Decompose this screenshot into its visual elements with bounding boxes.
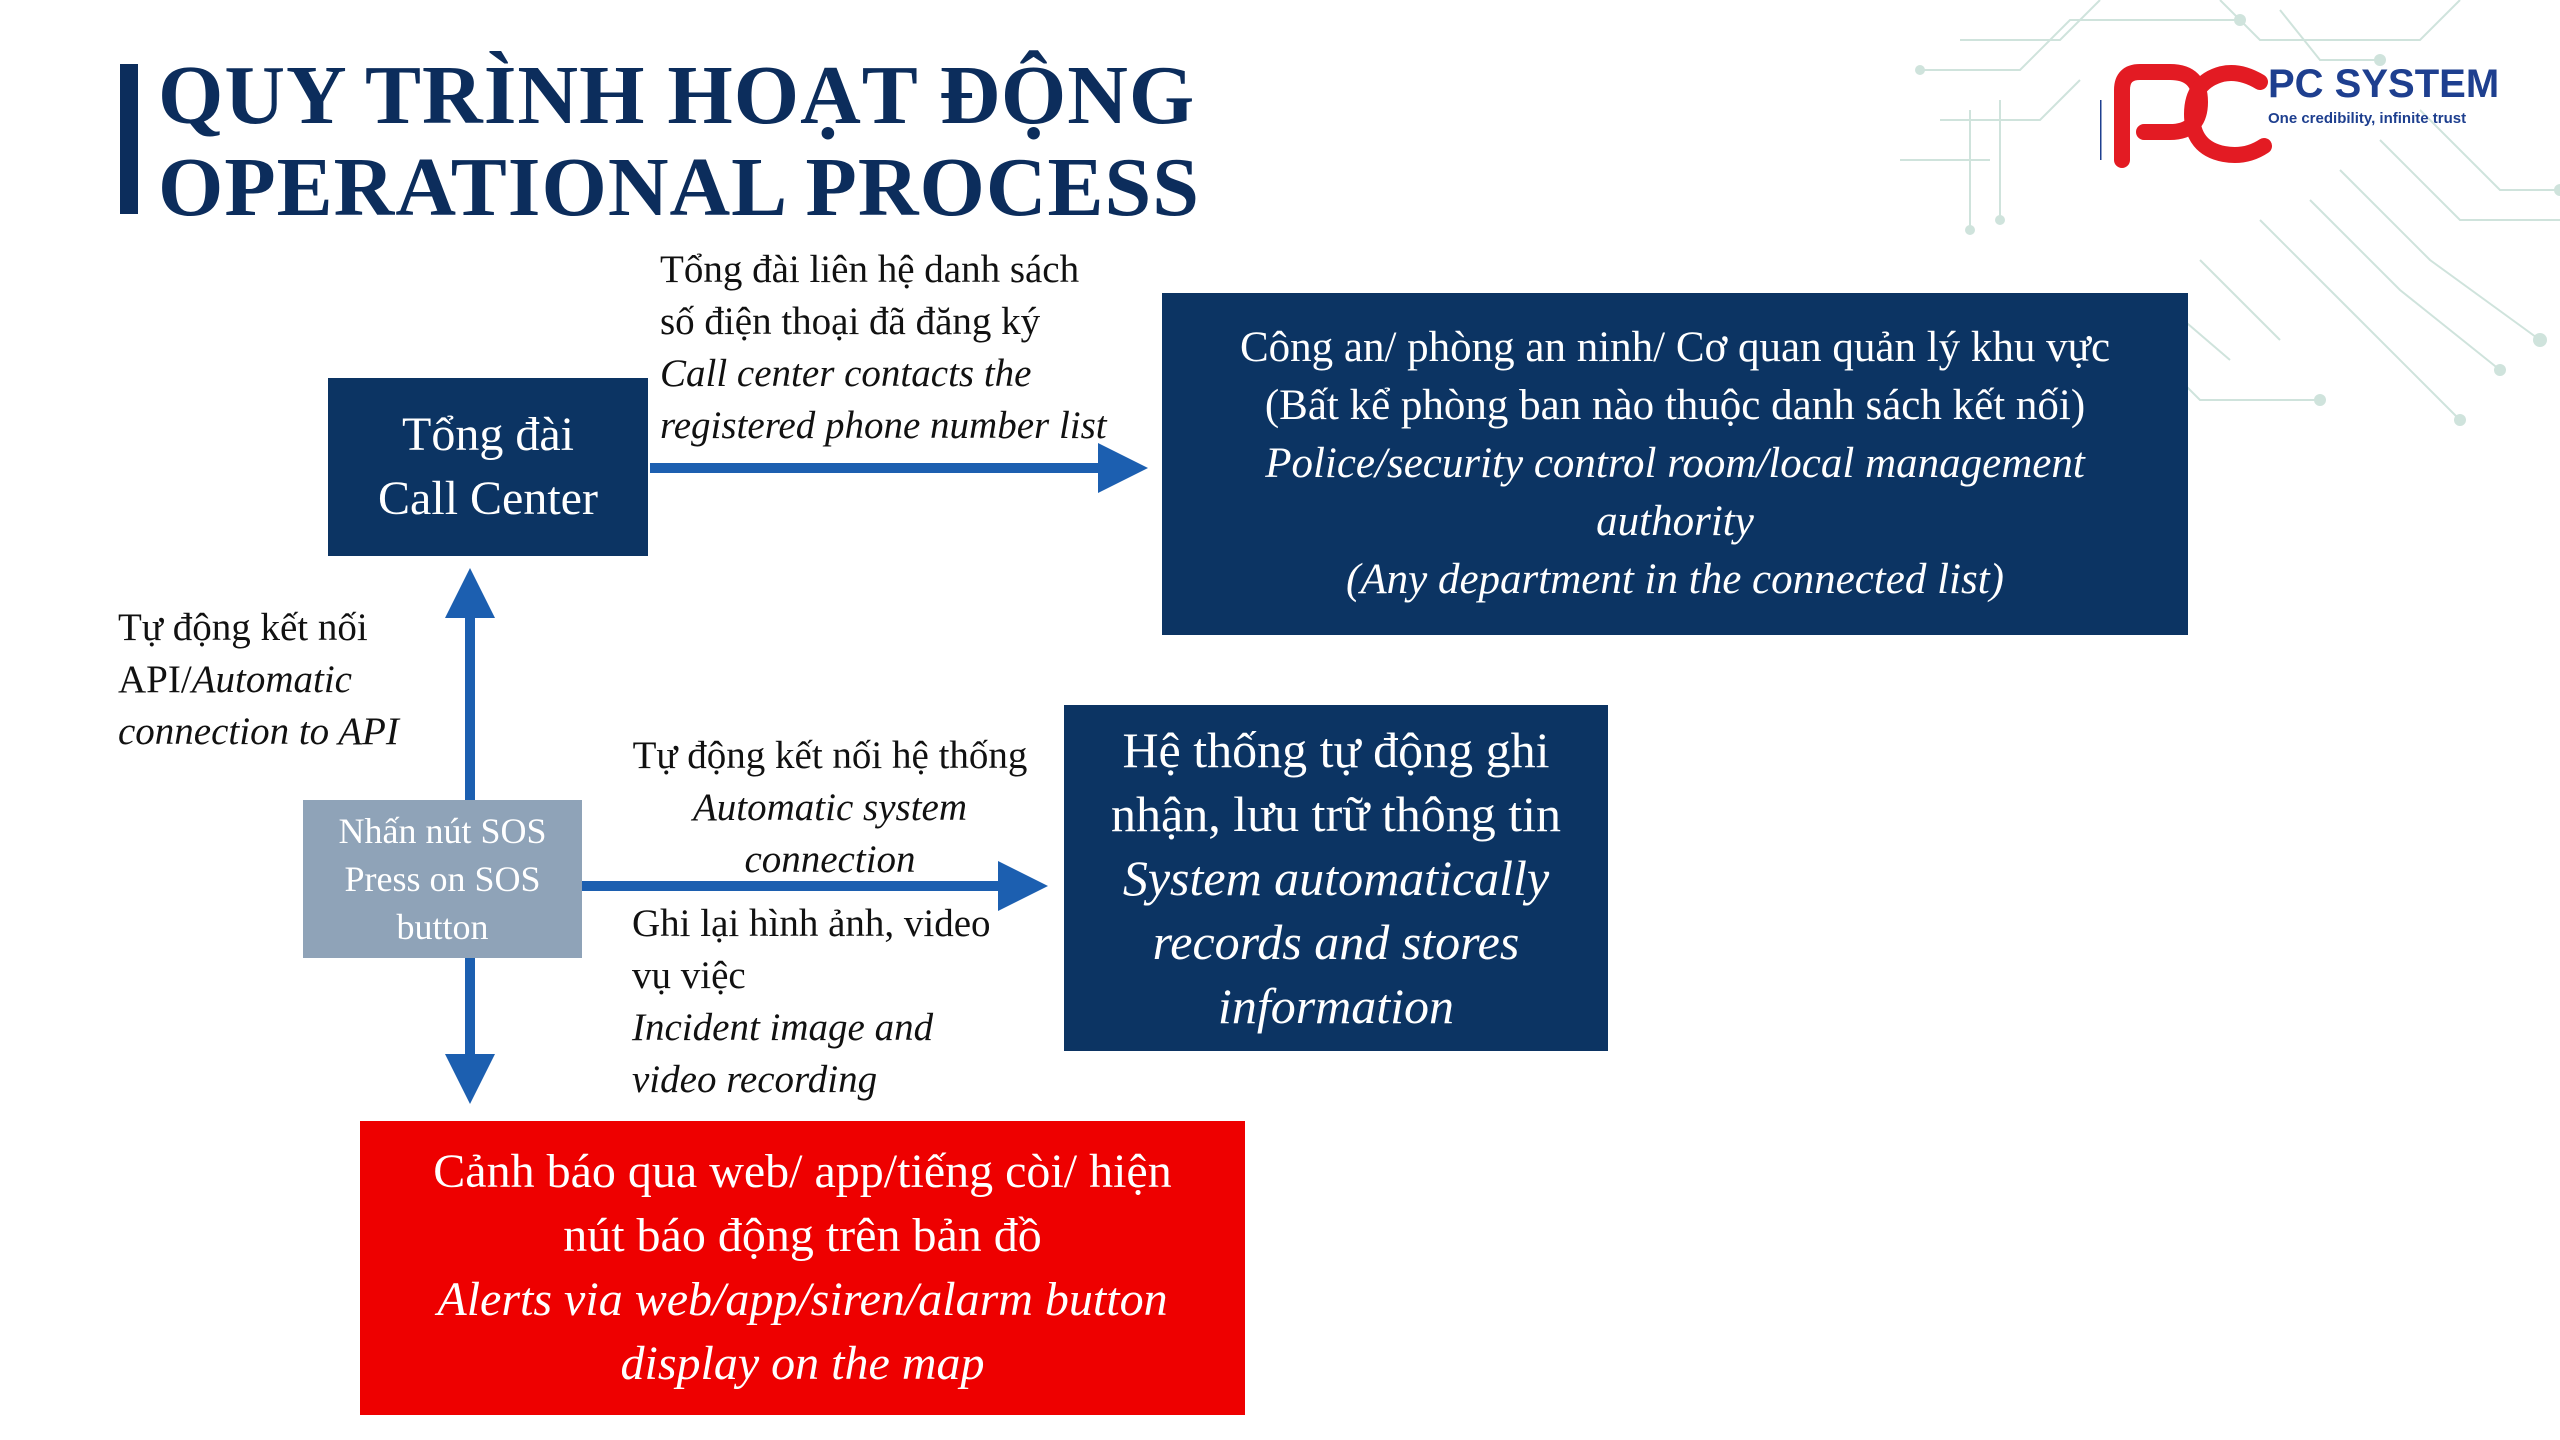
contact-line-4: registered phone number list — [660, 404, 1107, 447]
police-line-1: Công an/ phòng an ninh/ Cơ quan quản lý khu vực — [1239, 324, 2111, 371]
police-line-5: (Any department in the connected list) — [1346, 556, 2004, 603]
system-line-5: information — [1217, 978, 1455, 1034]
police-line-4: authority — [1596, 498, 1754, 545]
record-line-4: video recording — [632, 1058, 878, 1101]
api-label — [118, 602, 399, 758]
record-line-2: vụ việc — [632, 954, 746, 997]
api-line-1: Tự động kết nối — [118, 606, 368, 649]
record-line-1: Ghi lại hình ảnh, video — [632, 902, 991, 945]
contact-label — [660, 244, 1107, 452]
alert-line-1: Cảnh báo qua web/ app/tiếng còi/ hiện — [433, 1145, 1172, 1198]
api-line-3: connection to API — [118, 710, 399, 753]
logo-name: PC SYSTEM — [2268, 62, 2500, 106]
logo-tagline: One credibility, infinite trust — [2268, 110, 2467, 127]
sos-line-3: button — [396, 907, 489, 947]
system-line-3: System automatically — [1122, 850, 1550, 906]
alert-line-2: nút báo động trên bản đồ — [563, 1209, 1042, 1262]
sos-line-2: Press on SOS — [344, 859, 541, 899]
alert-box — [360, 1121, 1245, 1415]
contact-line-1: Tổng đài liên hệ danh sách — [660, 248, 1080, 291]
system-conn-line-3: connection — [744, 838, 916, 881]
contact-line-2: số điện thoại đã đăng ký — [660, 300, 1041, 343]
alert-line-3: Alerts via web/app/siren/alarm button — [437, 1273, 1168, 1326]
api-line-2 — [118, 654, 399, 706]
contact-line-3: Call center contacts the — [660, 352, 1032, 395]
system-records-box — [1064, 705, 1608, 1051]
call-center-box — [328, 378, 648, 556]
sos-button-box — [303, 800, 582, 958]
police-line-3: Police/security control room/local management — [1265, 440, 2085, 487]
call-center-vi: Tổng đài — [402, 408, 574, 461]
title-english: OPERATIONAL PROCESS — [158, 141, 1200, 234]
system-conn-line-1: Tự động kết nối hệ thống — [632, 734, 1028, 777]
system-line-2: nhận, lưu trữ thông tin — [1111, 786, 1561, 842]
system-line-1: Hệ thống tự động ghi — [1122, 722, 1550, 778]
api-line-2-en: Automatic — [191, 658, 352, 701]
alert-line-4: display on the map — [620, 1337, 985, 1390]
system-conn-line-2: Automatic system — [692, 786, 968, 829]
sos-line-1: Nhấn nút SOS — [338, 811, 547, 851]
system-line-4: records and stores — [1152, 914, 1520, 970]
call-center-en: Call Center — [378, 472, 598, 525]
police-line-2: (Bất kể phòng ban nào thuộc danh sách kết nối) — [1264, 382, 2086, 429]
recording-label — [632, 898, 991, 1106]
police-authority-box — [1162, 293, 2188, 635]
api-line-2-vi: API/ — [118, 658, 192, 701]
title-vietnamese: QUY TRÌNH HOẠT ĐỘNG — [158, 49, 1196, 142]
system-connection-label — [590, 730, 1070, 886]
record-line-3: Incident image and — [632, 1006, 934, 1049]
